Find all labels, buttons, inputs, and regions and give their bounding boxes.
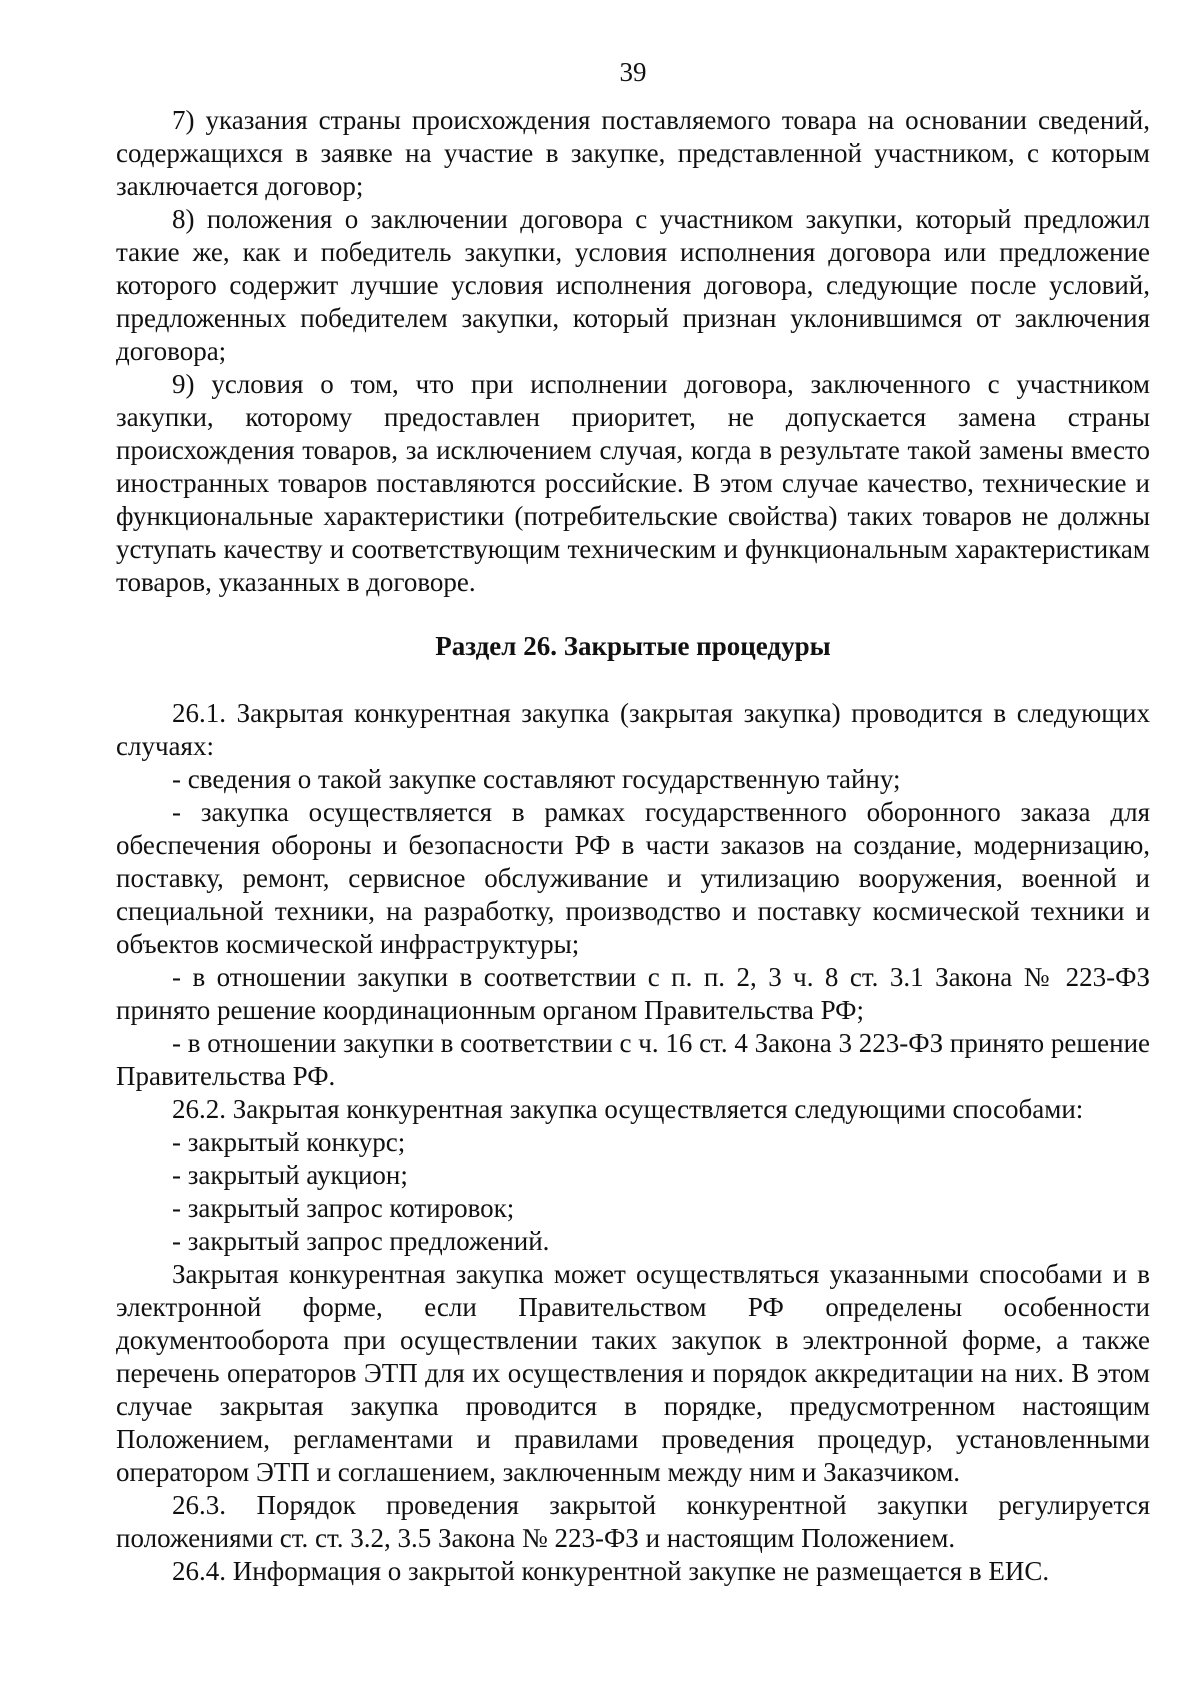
- list-item-8: 8) положения о заключении договора с участником закупки, который предложил такие же, как и победитель закупки, условия исполнения договора или предложение которого содержит лучшие условия исполнения договора, следующие после условий, предложенных победителем закупки, который признан уклонившимся от заключения договора;: [116, 204, 1150, 366]
- intro-list: [116, 104, 1150, 599]
- case-item: - сведения о такой закупке составляют государственную тайну;: [172, 764, 901, 794]
- clause-26-1: 26.1. Закрытая конкурентная закупка (закрытая закупка) проводится в следующих случаях:: [116, 698, 1150, 761]
- case-item: - в отношении закупки в соответствии с ч. 16 ст. 4 Закона 3 223-ФЗ принято решение Правительства РФ.: [116, 1028, 1150, 1091]
- method-item: - закрытый конкурс;: [172, 1127, 406, 1157]
- section-body: [116, 697, 1150, 1588]
- page-number: 39: [619, 57, 647, 87]
- clause-26-3: 26.3. Порядок проведения закрытой конкурентной закупки регулируется положениями ст. ст. 3.2, 3.5 Закона № 223-ФЗ и настоящим Положением.: [116, 1490, 1150, 1553]
- document-page: [116, 56, 1150, 1588]
- section-title: Раздел 26. Закрытые процедуры: [435, 631, 831, 661]
- case-item: - в отношении закупки в соответствии с п. п. 2, 3 ч. 8 ст. 3.1 Закона № 223-ФЗ принято решение координационным органом Правительства РФ;: [116, 962, 1150, 1025]
- clause-26-4: 26.4. Информация о закрытой конкурентной закупке не размещается в ЕИС.: [172, 1556, 1050, 1586]
- case-item: - закупка осуществляется в рамках государственного оборонного заказа для обеспечения обороны и безопасности РФ в части заказов на создание, модернизацию, поставку, ремонт, сервисное обслуживание и утилизацию вооружения, военной и специальной техники, на разработку, производство и поставку космической техники и объектов космической инфраструктуры;: [116, 797, 1150, 959]
- list-item-9: 9) условия о том, что при исполнении договора, заключенного с участником закупки, которому предоставлен приоритет, не допускается замена страны происхождения товаров, за исключением случая, когда в результате такой замены вместо иностранных товаров поставляются российские. В этом случае качество, технические и функциональные характеристики (потребительские свойства) таких товаров не должны уступать качеству и соответствующим техническим и функциональным характеристикам товаров, указанных в договоре.: [116, 369, 1150, 597]
- method-item: - закрытый аукцион;: [172, 1160, 408, 1190]
- method-item: - закрытый запрос предложений.: [172, 1226, 550, 1256]
- method-item: - закрытый запрос котировок;: [172, 1193, 515, 1223]
- clause-26-2: 26.2. Закрытая конкурентная закупка осуществляется следующими способами:: [172, 1094, 1084, 1124]
- list-item-7: 7) указания страны происхождения поставляемого товара на основании сведений, содержащихся в заявке на участие в закупке, представленной участником, с которым заключается договор;: [116, 105, 1150, 201]
- electronic-form-paragraph: Закрытая конкурентная закупка может осуществляться указанными способами и в электронной форме, если Правительством РФ определены особенности документооборота при осуществлении таких закупок в электронной форме, а также перечень операторов ЭТП для их осуществления и порядок аккредитации на них. В этом случае закрытая закупка проводится в порядке, предусмотренном настоящим Положением, регламентами и правилами проведения процедур, установленными оператором ЭТП и соглашением, заключенным между ним и Заказчиком.: [116, 1259, 1150, 1487]
